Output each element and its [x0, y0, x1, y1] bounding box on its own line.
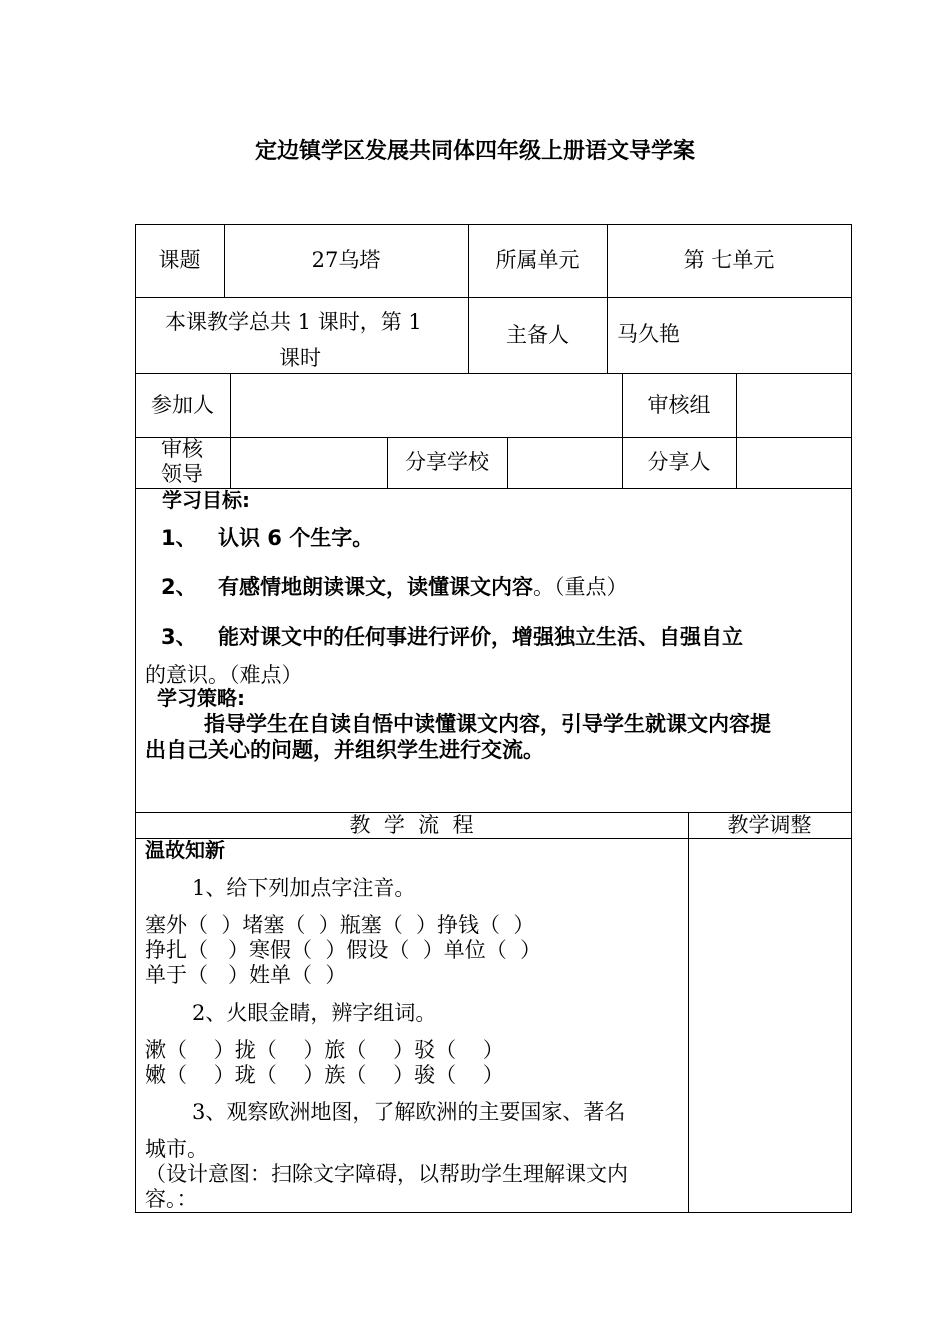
question-2: 2、火眼金睛，辨字组词。 [192, 1001, 437, 1025]
preparer-label: 主备人 [506, 322, 569, 347]
objective-2-number: 2、 [161, 575, 197, 599]
review-leader-line2: 领导 [161, 462, 203, 486]
review-group-label: 审核组 [647, 392, 711, 417]
design-intent-line1: （设计意图：扫除文字障碍，以帮助学生理解课文内 [145, 1162, 628, 1186]
preparer-value: 马久艳 [617, 322, 680, 346]
teaching-adjustment-header: 教学调整 [727, 812, 812, 837]
review-leader-line1: 审核 [161, 437, 203, 461]
sharer-label: 分享人 [647, 450, 711, 475]
unit-label: 所属单元 [495, 248, 580, 273]
teaching-process-header: 教 学 流 程 [349, 812, 474, 837]
section-title: 温故知新 [145, 838, 225, 862]
design-intent-line2: 容。： [145, 1187, 198, 1211]
class-hours-line2: 课时 [279, 346, 321, 370]
objective-3-number: 3、 [161, 625, 197, 649]
row-divider [135, 838, 852, 839]
objective-1-number: 1、 [161, 526, 197, 550]
unit-value: 第 七单元 [683, 248, 775, 273]
strategy-heading: 学习策略: [157, 686, 245, 710]
table-border-right [851, 224, 852, 1213]
question-2-line2: 嫩（ ）珑（ ）族（ ）骏（ ） [145, 1063, 504, 1087]
row-divider [135, 373, 852, 374]
participants-label: 参加人 [151, 392, 214, 417]
col-divider [507, 437, 508, 488]
lesson-label: 课题 [158, 248, 201, 273]
lesson-value: 27乌塔 [311, 248, 381, 273]
col-divider [736, 373, 737, 488]
question-3-line1: 3、观察欧洲地图，了解欧洲的主要国家、著名 [192, 1100, 626, 1124]
question-1: 1、给下列加点字注音。 [192, 876, 416, 900]
document-title: 定边镇学区发展共同体四年级上册语文导学案 [254, 139, 695, 164]
strategy-line1: 指导学生在自读自悟中读懂课文内容，引导学生就课文内容提 [204, 712, 771, 736]
col-divider [688, 812, 689, 1212]
share-school-label: 分享学校 [405, 450, 489, 475]
col-divider [230, 373, 231, 488]
question-1-line1: 塞外（ ）堵塞（ ）瓶塞（ ）挣钱（ ） [145, 913, 535, 937]
objective-2-text: 有感情地朗读课文，读懂课文内容。（重点） [218, 575, 628, 599]
lesson-plan-table [135, 224, 852, 1213]
strategy-line2: 出自己关心的问题，并组织学生进行交流。 [145, 738, 544, 762]
objectives-heading: 学习目标: [162, 488, 250, 512]
question-2-line1: 漱（ ）拢（ ）旅（ ）驳（ ） [145, 1038, 504, 1062]
question-3-line2: 城市。 [145, 1137, 208, 1161]
class-hours-line1: 本课教学总共 1 课时，第 1 [165, 310, 422, 334]
objective-3-text: 能对课文中的任何事进行评价，增强独立生活、自强自立 [218, 625, 743, 649]
objective-2-note: 。（重点） [533, 575, 628, 599]
table-border-bottom [135, 1212, 852, 1213]
objective-1-text: 认识 6 个生字。 [218, 526, 374, 550]
question-1-line3: 单于（ ）姓单（ ） [145, 963, 347, 987]
objective-3-continuation: 的意识。（难点） [145, 663, 303, 687]
question-1-line2: 挣扎（ ）寒假（ ）假设（ ）单位（ ） [145, 938, 542, 962]
